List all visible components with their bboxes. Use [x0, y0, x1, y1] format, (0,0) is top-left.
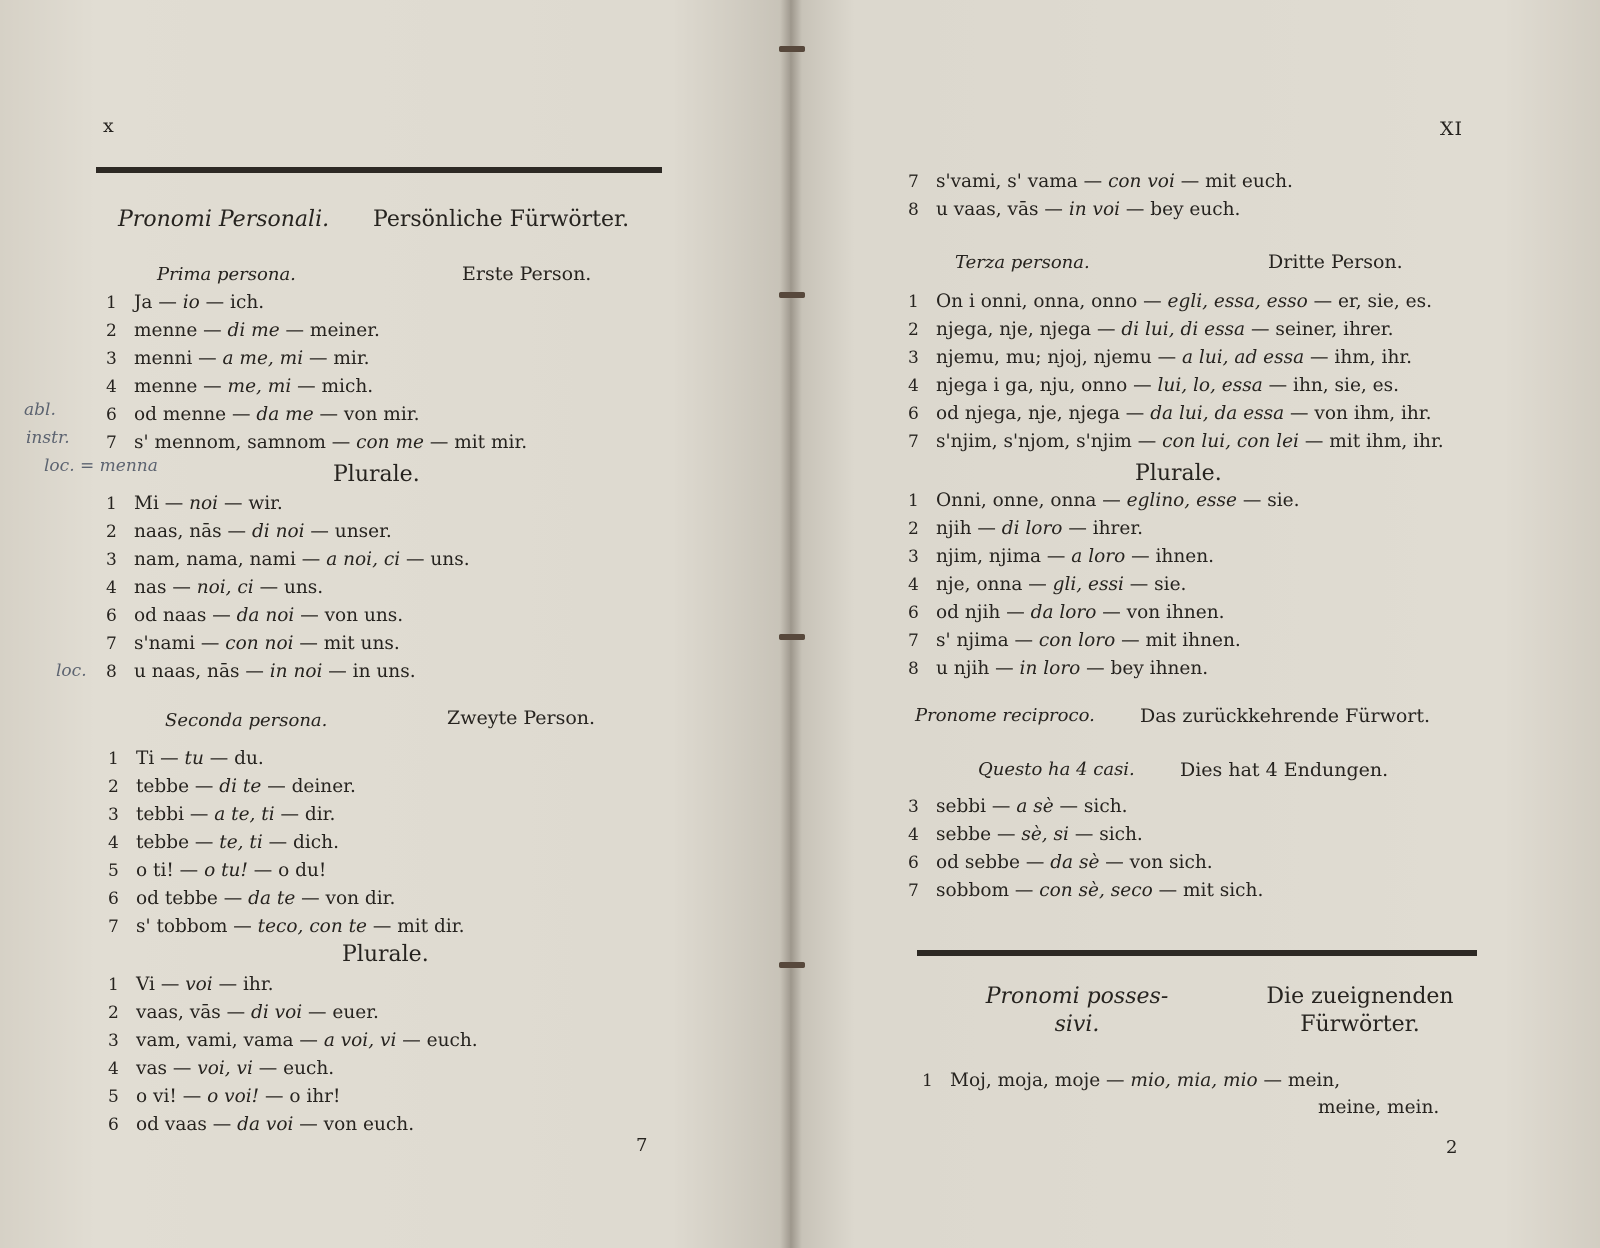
binding-stitch [779, 292, 805, 298]
row-number: 4 [908, 575, 919, 595]
row-german: — wir. [218, 493, 283, 514]
row-german: — sie. [1123, 574, 1187, 595]
right-page-number: 2 [1446, 1137, 1458, 1158]
row-german: — mit uns. [293, 633, 400, 654]
row-number: 6 [908, 853, 919, 873]
row-german: — uns. [253, 577, 324, 598]
second-plural-list [108, 971, 478, 1139]
declension-row [106, 546, 470, 574]
row-vernacular: od vaas — [136, 1114, 238, 1135]
declension-row [908, 599, 1299, 627]
row-italian: gli, essi [1052, 574, 1124, 595]
first-plural-list [106, 490, 470, 686]
row-number: 3 [108, 805, 119, 825]
row-number: 8 [106, 662, 117, 682]
third-person-list [908, 288, 1444, 456]
declension-row [908, 196, 1293, 224]
row-number: 5 [108, 861, 119, 881]
right-folio: XI [1440, 118, 1464, 140]
row-italian: eglino, esse [1126, 490, 1237, 511]
row-vernacular: o vi! — [136, 1086, 208, 1107]
row-german: — ihrer. [1062, 518, 1144, 539]
first-person-label-german: Erste Person. [462, 263, 592, 285]
row-number: 7 [908, 881, 919, 901]
declension-row [908, 372, 1444, 400]
row-german: — von mir. [313, 404, 420, 425]
row-german: — o ihr! [259, 1086, 341, 1107]
row-number: 1 [922, 1071, 933, 1091]
row-number: 7 [908, 432, 919, 452]
row-german: — dich. [262, 832, 339, 853]
row-italian: tu [184, 748, 204, 769]
row-number: 2 [908, 320, 919, 340]
row-vernacular: tebbe — [136, 776, 220, 797]
row-italian: voi [185, 974, 213, 995]
row-italian: me, mi [227, 376, 292, 397]
row-number: 7 [106, 634, 117, 654]
row-italian: a lui, ad essa [1182, 347, 1305, 368]
right-top-list [908, 168, 1293, 224]
declension-row [106, 518, 470, 546]
declension-row [108, 1111, 478, 1139]
row-italian: mio, mia, mio [1130, 1070, 1258, 1091]
row-vernacular: menni — [134, 348, 223, 369]
row-german: — du. [203, 748, 264, 769]
row-vernacular: sebbe — [936, 824, 1022, 845]
possessive-label-german-2: Fürwörter. [1300, 1012, 1420, 1037]
row-number: 6 [908, 603, 919, 623]
row-italian: di voi [251, 1002, 303, 1023]
row-number: 6 [106, 606, 117, 626]
row-italian: a noi, ci [326, 549, 401, 570]
row-german: — mit mir. [423, 432, 528, 453]
declension-row [106, 289, 527, 317]
row-italian: sè, si [1021, 824, 1069, 845]
row-number: 8 [908, 659, 919, 679]
row-italian: in noi [269, 661, 323, 682]
row-italian: con noi [225, 633, 294, 654]
declension-row [108, 1083, 478, 1111]
second-person-label-italian: Seconda persona. [165, 710, 328, 731]
margin-note-2: instr. [26, 428, 70, 448]
row-vernacular: On i onni, onna, onno — [936, 291, 1168, 312]
declension-row [908, 168, 1293, 196]
reciprocal-cases-italian: Questo ha 4 casi. [978, 759, 1135, 780]
row-number: 3 [908, 547, 919, 567]
row-vernacular: s' tobbom — [136, 916, 258, 937]
row-number: 6 [108, 1115, 119, 1135]
row-german: — mit dir. [367, 916, 465, 937]
row-german: — in uns. [322, 661, 416, 682]
possessive-label-italian-2: sivi. [1054, 1012, 1100, 1037]
row-italian: da lui, da essa [1150, 403, 1285, 424]
row-german: — euch. [252, 1058, 335, 1079]
declension-row [108, 829, 465, 857]
row-italian: a loro [1071, 546, 1126, 567]
row-vernacular: o ti! — [136, 860, 205, 881]
row-italian: noi, ci [196, 577, 254, 598]
row-german: — mit sich. [1152, 880, 1264, 901]
row-vernacular: tebbe — [136, 832, 220, 853]
row-italian: con sè, seco [1039, 880, 1153, 901]
left-heading-german: Persönliche Fürwörter. [373, 207, 630, 232]
row-number: 1 [908, 491, 919, 511]
row-vernacular: od njega, nje, njega — [936, 403, 1151, 424]
row-italian: di loro [1001, 518, 1063, 539]
row-italian: da te [248, 888, 296, 909]
row-german: — unser. [304, 521, 392, 542]
row-italian: noi [189, 493, 219, 514]
declension-row [908, 543, 1299, 571]
row-german: — mich. [291, 376, 374, 397]
row-number: 4 [106, 377, 117, 397]
declension-row [908, 400, 1444, 428]
row-italian: io [182, 292, 200, 313]
declension-row [108, 885, 465, 913]
third-plural-list [908, 487, 1299, 683]
row-german: — mit ihnen. [1115, 630, 1241, 651]
row-vernacular: s' mennom, samnom — [134, 432, 357, 453]
row-italian: da noi [236, 605, 295, 626]
declension-row [908, 428, 1444, 456]
declension-row [106, 345, 527, 373]
declension-row [908, 288, 1444, 316]
row-italian: a sè [1016, 796, 1054, 817]
declension-row [106, 401, 527, 429]
row-vernacular: sobbom — [936, 880, 1040, 901]
third-person-label-italian: Terza persona. [955, 252, 1090, 273]
reciprocal-label-german: Das zurückkehrende Fürwort. [1140, 705, 1431, 727]
right-page [790, 0, 1600, 1248]
row-number: 3 [106, 349, 117, 369]
row-italian: con voi [1108, 171, 1175, 192]
row-number: 4 [106, 578, 117, 598]
row-italian: con lui, con lei [1162, 431, 1299, 452]
left-folio: x [103, 115, 115, 137]
row-german: — sich. [1068, 824, 1143, 845]
row-italian: a voi, vi [323, 1030, 397, 1051]
row-italian: di te [219, 776, 262, 797]
row-vernacular: Vi — [136, 974, 186, 995]
row-vernacular: menne — [134, 376, 228, 397]
first-plural-label: Plurale. [333, 462, 420, 487]
declension-row [106, 630, 470, 658]
row-german: — mit ihm, ihr. [1298, 431, 1444, 452]
declension-row [908, 344, 1444, 372]
row-italian: a me, mi [222, 348, 304, 369]
row-number: 3 [908, 797, 919, 817]
row-vernacular: njih — [936, 518, 1002, 539]
row-vernacular: Ja — [134, 292, 183, 313]
row-vernacular: od naas — [134, 605, 237, 626]
row-vernacular: nje, onna — [936, 574, 1053, 595]
row-german: — ihm, ihr. [1304, 347, 1413, 368]
row-number: 1 [106, 494, 117, 514]
declension-row [908, 571, 1299, 599]
row-vernacular: naas, nās — [134, 521, 252, 542]
row-number: 4 [908, 376, 919, 396]
declension-row [908, 316, 1444, 344]
row-german: — von ihnen. [1096, 602, 1225, 623]
row-italian: con me [356, 432, 424, 453]
row-number: 1 [908, 292, 919, 312]
declension-row [106, 574, 470, 602]
row-number: 7 [106, 433, 117, 453]
row-number: 4 [108, 833, 119, 853]
row-german: — euch. [396, 1030, 478, 1051]
row-vernacular: vam, vami, vama — [136, 1030, 324, 1051]
row-german: — er, sie, es. [1307, 291, 1432, 312]
row-german: — uns. [400, 549, 470, 570]
row-vernacular: od menne — [134, 404, 257, 425]
row-german: — meiner. [279, 320, 380, 341]
book-gutter [780, 0, 802, 1248]
row-italian: di lui, di essa [1121, 319, 1246, 340]
row-german: — sie. [1236, 490, 1300, 511]
row-vernacular: u naas, nās — [134, 661, 270, 682]
declension-row [908, 655, 1299, 683]
row-vernacular: vas — [136, 1058, 198, 1079]
row-vernacular: Mi — [134, 493, 190, 514]
row-number: 6 [908, 404, 919, 424]
row-german: — ihnen. [1125, 546, 1214, 567]
row-vernacular: njega, nje, njega — [936, 319, 1122, 340]
declension-row [106, 602, 470, 630]
second-person-label-german: Zweyte Person. [447, 707, 596, 729]
row-number: 4 [908, 825, 919, 845]
possessive-label-italian-1: Pronomi posses- [985, 984, 1169, 1009]
row-italian: o tu! [204, 860, 248, 881]
row-vernacular: s'nami — [134, 633, 226, 654]
declension-row [108, 971, 478, 999]
row-german: — sich. [1053, 796, 1128, 817]
declension-row [106, 490, 470, 518]
row-italian: di me [227, 320, 280, 341]
binding-stitch [779, 962, 805, 968]
row-german: — von dir. [295, 888, 396, 909]
declension-row [108, 1055, 478, 1083]
row-german: — o du! [247, 860, 327, 881]
row-italian: da me [256, 404, 314, 425]
row-number: 3 [908, 348, 919, 368]
row-number: 2 [108, 1003, 119, 1023]
possessive-row-continuation: meine, mein. [1318, 1097, 1440, 1118]
row-number: 4 [108, 1059, 119, 1079]
row-german: — von ihm, ihr. [1284, 403, 1432, 424]
row-number: 1 [108, 975, 119, 995]
row-italian: da sè [1050, 852, 1100, 873]
row-vernacular: s'vami, s' vama — [936, 171, 1109, 192]
row-vernacular: nam, nama, nami — [134, 549, 327, 570]
row-number: 6 [108, 889, 119, 909]
row-german: — euer. [302, 1002, 379, 1023]
declension-row [908, 877, 1263, 905]
row-vernacular: nas — [134, 577, 197, 598]
declension-row [106, 429, 527, 457]
left-heading-rule [96, 167, 662, 173]
declension-row [108, 857, 465, 885]
right-section-rule [917, 950, 1477, 956]
left-heading-italian: Pronomi Personali. [118, 207, 330, 232]
reciprocal-label-italian: Pronome reciproco. [915, 705, 1095, 726]
row-german: — deiner. [261, 776, 356, 797]
row-italian: in loro [1019, 658, 1081, 679]
row-number: 2 [108, 777, 119, 797]
row-italian: da voi [237, 1114, 294, 1135]
row-vernacular: od tebbe — [136, 888, 249, 909]
row-german: — mit euch. [1174, 171, 1293, 192]
row-vernacular: njemu, mu; njoj, njemu — [936, 347, 1182, 368]
row-number: 3 [108, 1031, 119, 1051]
row-italian: teco, con te [257, 916, 367, 937]
row-number: 2 [106, 321, 117, 341]
row-german: — von uns. [294, 605, 404, 626]
row-number: 6 [106, 405, 117, 425]
declension-row [908, 821, 1263, 849]
margin-note-1: abl. [24, 400, 56, 420]
row-vernacular: njim, njima — [936, 546, 1072, 567]
row-vernacular: sebbi — [936, 796, 1017, 817]
row-german: — dir. [274, 804, 336, 825]
declension-row [108, 773, 465, 801]
possessive-row [922, 1067, 1340, 1095]
margin-note-4: loc. [56, 661, 87, 681]
row-vernacular: vaas, vās — [136, 1002, 252, 1023]
row-italian: in voi [1068, 199, 1121, 220]
row-german: — seiner, ihrer. [1245, 319, 1394, 340]
first-person-list [106, 289, 527, 457]
declension-row [106, 373, 527, 401]
second-person-list [108, 745, 465, 941]
row-italian: di noi [251, 521, 305, 542]
binding-stitch [779, 46, 805, 52]
row-german: — von sich. [1099, 852, 1213, 873]
row-number: 2 [908, 519, 919, 539]
declension-row [106, 658, 470, 686]
row-german: — ich. [199, 292, 265, 313]
row-italian: o voi! [207, 1086, 260, 1107]
row-vernacular: s' njima — [936, 630, 1039, 651]
row-number: 7 [108, 917, 119, 937]
row-italian: con loro [1038, 630, 1116, 651]
row-number: 3 [106, 550, 117, 570]
row-vernacular: s'njim, s'njom, s'njim — [936, 431, 1163, 452]
row-number: 7 [908, 172, 919, 192]
row-german: — ihr. [212, 974, 274, 995]
third-plural-label: Plurale. [1135, 461, 1222, 486]
row-number: 7 [908, 631, 919, 651]
row-italian: a te, ti [214, 804, 275, 825]
possessive-label-german-1: Die zueignenden [1266, 984, 1454, 1009]
row-vernacular: menne — [134, 320, 228, 341]
row-vernacular: od sebbe — [936, 852, 1051, 873]
row-number: 5 [108, 1087, 119, 1107]
row-italian: te, ti [219, 832, 263, 853]
second-plural-label: Plurale. [342, 942, 429, 967]
row-italian: lui, lo, essa [1157, 375, 1263, 396]
declension-row [908, 793, 1263, 821]
reciprocal-cases-german: Dies hat 4 Endungen. [1180, 759, 1389, 781]
row-vernacular: Ti — [136, 748, 185, 769]
row-german: — bey ihnen. [1080, 658, 1209, 679]
row-number: 1 [106, 293, 117, 313]
declension-row [908, 849, 1263, 877]
row-german: — bey euch. [1120, 199, 1241, 220]
declension-row [908, 487, 1299, 515]
row-vernacular: njega i ga, nju, onno — [936, 375, 1158, 396]
row-vernacular: u njih — [936, 658, 1020, 679]
row-number: 8 [908, 200, 919, 220]
row-number: 2 [106, 522, 117, 542]
declension-row [108, 801, 465, 829]
reciprocal-list [908, 793, 1263, 905]
first-person-label-italian: Prima persona. [157, 264, 296, 285]
left-page-number: 7 [636, 1135, 648, 1156]
row-german: — ihn, sie, es. [1262, 375, 1399, 396]
binding-stitch [779, 634, 805, 640]
left-page [0, 0, 790, 1248]
declension-row [108, 999, 478, 1027]
declension-row [908, 515, 1299, 543]
declension-row [106, 317, 527, 345]
declension-row [108, 913, 465, 941]
row-number: 1 [108, 749, 119, 769]
row-italian: voi, vi [197, 1058, 253, 1079]
row-vernacular: tebbi — [136, 804, 215, 825]
row-german: — von euch. [293, 1114, 415, 1135]
declension-row [908, 627, 1299, 655]
row-vernacular: Onni, onne, onna — [936, 490, 1127, 511]
row-vernacular: u vaas, vās — [936, 199, 1069, 220]
declension-row [108, 1027, 478, 1055]
row-german: — mir. [303, 348, 370, 369]
margin-note-3: loc. = menna [44, 456, 158, 476]
row-italian: da loro [1030, 602, 1097, 623]
row-italian: egli, essa, esso [1167, 291, 1308, 312]
third-person-label-german: Dritte Person. [1268, 251, 1403, 273]
row-german: — mein, [1257, 1070, 1341, 1091]
row-vernacular: od njih — [936, 602, 1031, 623]
row-vernacular: Moj, moja, moje — [950, 1070, 1131, 1091]
declension-row [108, 745, 465, 773]
